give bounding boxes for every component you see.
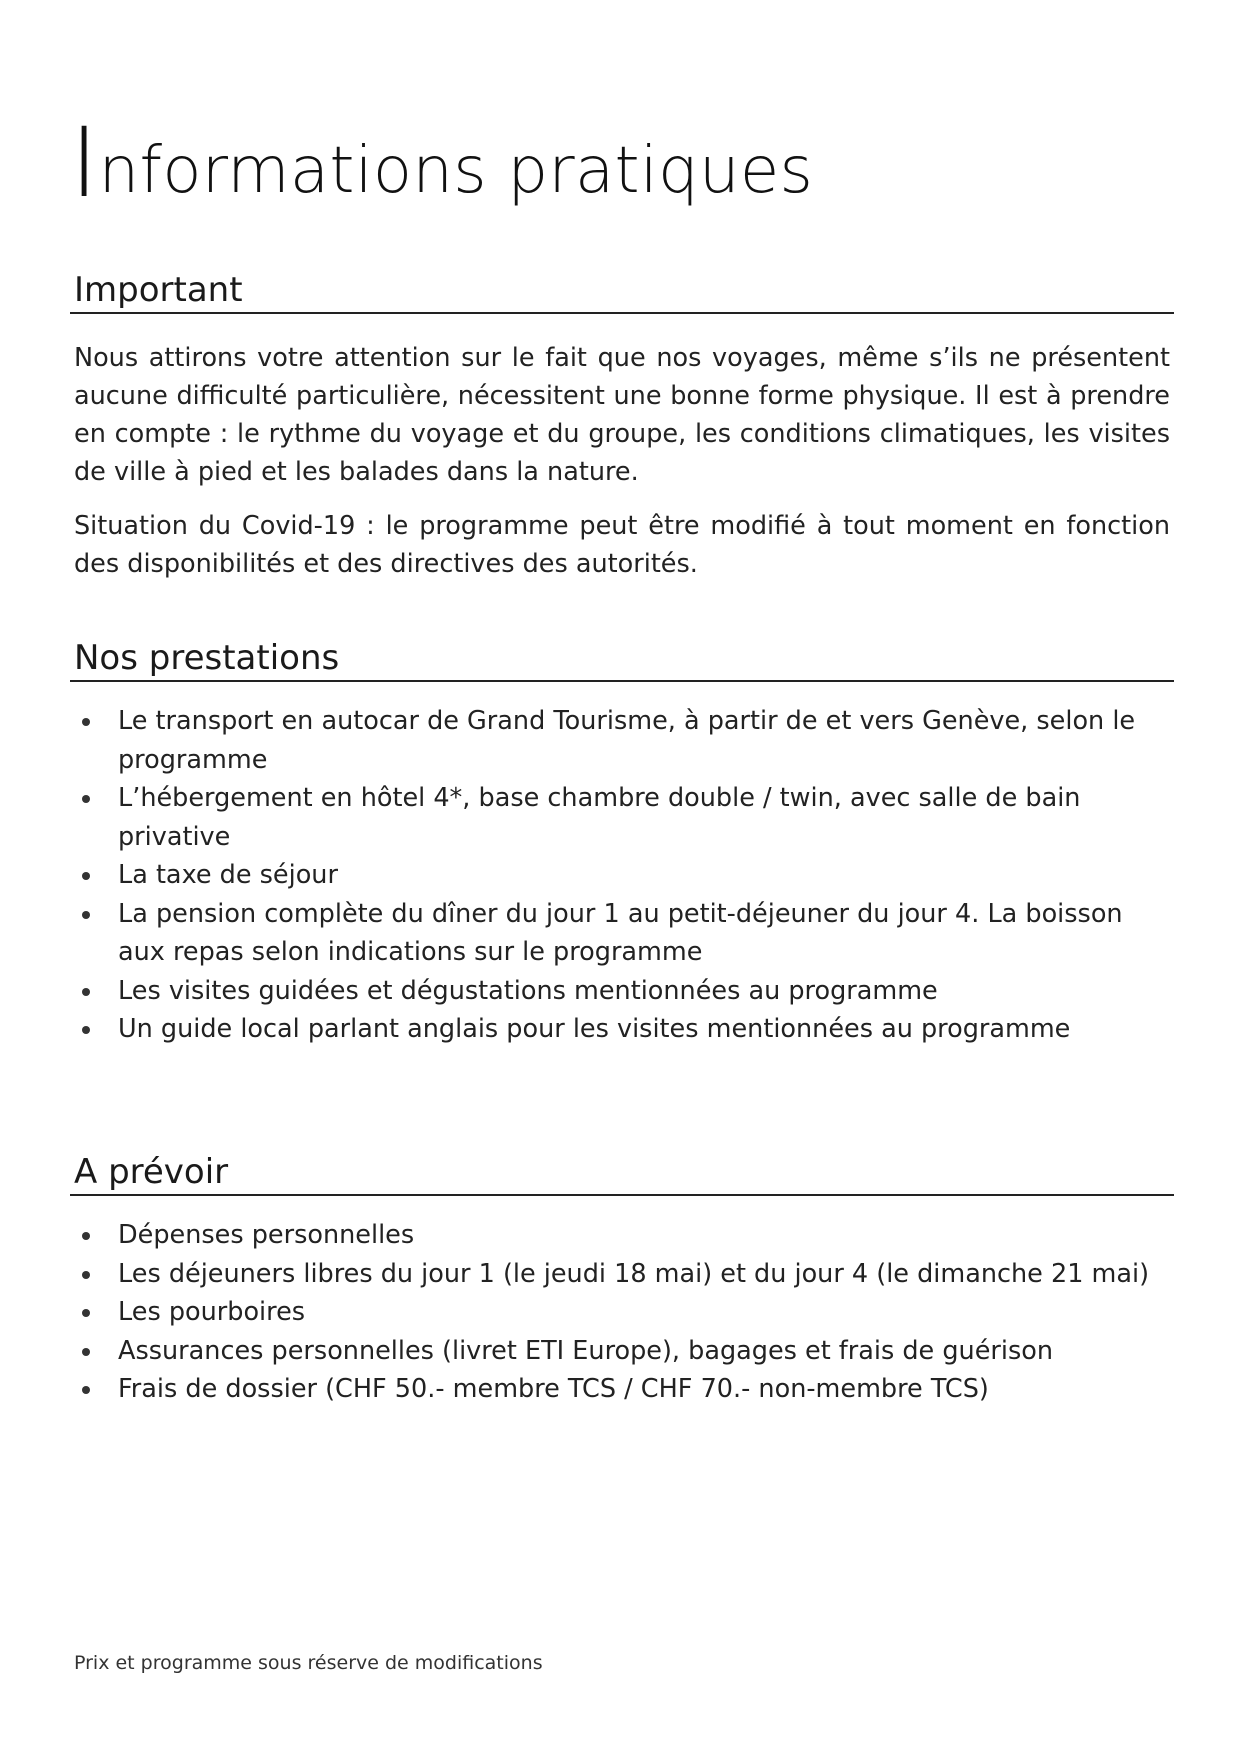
bullet-icon [82,988,90,996]
list-item-text: La taxe de séjour [118,860,338,890]
list-item-text: Assurances personnelles (livret ETI Europe), bagages et frais de guérison [118,1335,1054,1366]
footer-note: Prix et programme sous réserve de modifications [74,1652,543,1674]
list-item-text: Le transport en autocar de Grand Tourisme, à partir de et vers Genève, selon le programme [118,706,1136,775]
list-item [70,779,1174,856]
bullet-icon [82,1026,90,1034]
list-item-text: Dépenses personnelles [118,1220,415,1250]
list-item [70,895,1174,972]
section-header [70,636,1174,682]
section-prevoir [70,1150,1174,1409]
list-item-text: Un guide local parlant anglais pour les visites mentionnées au programme [118,1014,1071,1044]
list-item [70,1216,1174,1255]
section-heading-important: Important [74,270,243,310]
list-item [70,972,1174,1011]
list-item-text: L’hébergement en hôtel 4*, base chambre double / twin, avec salle de bain privative [118,783,1081,852]
list-item [70,1332,1174,1371]
bullet-icon [82,1232,90,1240]
title-initial: I [70,107,99,219]
bullet-icon [82,1348,90,1356]
section-prestations [70,636,1174,1049]
title-rest: nformations pratiques [98,134,814,208]
section-body [70,314,1174,583]
list-item [70,702,1174,779]
page-title [70,107,814,219]
prevoir-list [70,1196,1174,1409]
bullet-icon [82,718,90,726]
section-important [70,268,1174,583]
section-heading-prevoir: A prévoir [74,1152,229,1192]
bullet-icon [82,795,90,803]
section-heading-prestations: Nos prestations [74,638,340,678]
paragraph-physical-condition: Nous attirons votre attention sur le fait que nos voyages, même s’ils ne présentent aucune difficulté particulière, nécessitent une bonne forme physique. Il est à prendre en compte : le rythme du voyage et du groupe, les conditions climatiques, les visites de ville à pied et les balades dans la nature. [74,343,1170,487]
section-header [70,1150,1174,1196]
list-item-text: Les déjeuners libres du jour 1 (le jeudi 18 mai) et du jour 4 (le dimanche 21 mai) [118,1258,1150,1289]
list-item [70,1010,1174,1049]
bullet-icon [82,1309,90,1317]
list-item-text: Les visites guidées et dégustations mentionnées au programme [118,975,938,1006]
paragraph-covid: Situation du Covid-19 : le programme peut être modifié à tout moment en fonction des disponibilités et des directives des autorités. [74,511,1170,579]
bullet-icon [82,911,90,919]
list-item [70,1255,1174,1294]
list-item [70,1293,1174,1332]
bullet-icon [82,872,90,880]
list-item-text: Frais de dossier (CHF 50.- membre TCS / CHF 70.- non-membre TCS) [118,1374,989,1404]
list-item-text: La pension complète du dîner du jour 1 au petit-déjeuner du jour 4. La boisson aux repas selon indications sur le programme [118,898,1123,967]
prestations-list [70,682,1174,1049]
list-item [70,1370,1174,1409]
list-item [70,856,1174,895]
list-item-text: Les pourboires [118,1297,306,1327]
bullet-icon [82,1386,90,1394]
bullet-icon [82,1271,90,1279]
section-header [70,268,1174,314]
